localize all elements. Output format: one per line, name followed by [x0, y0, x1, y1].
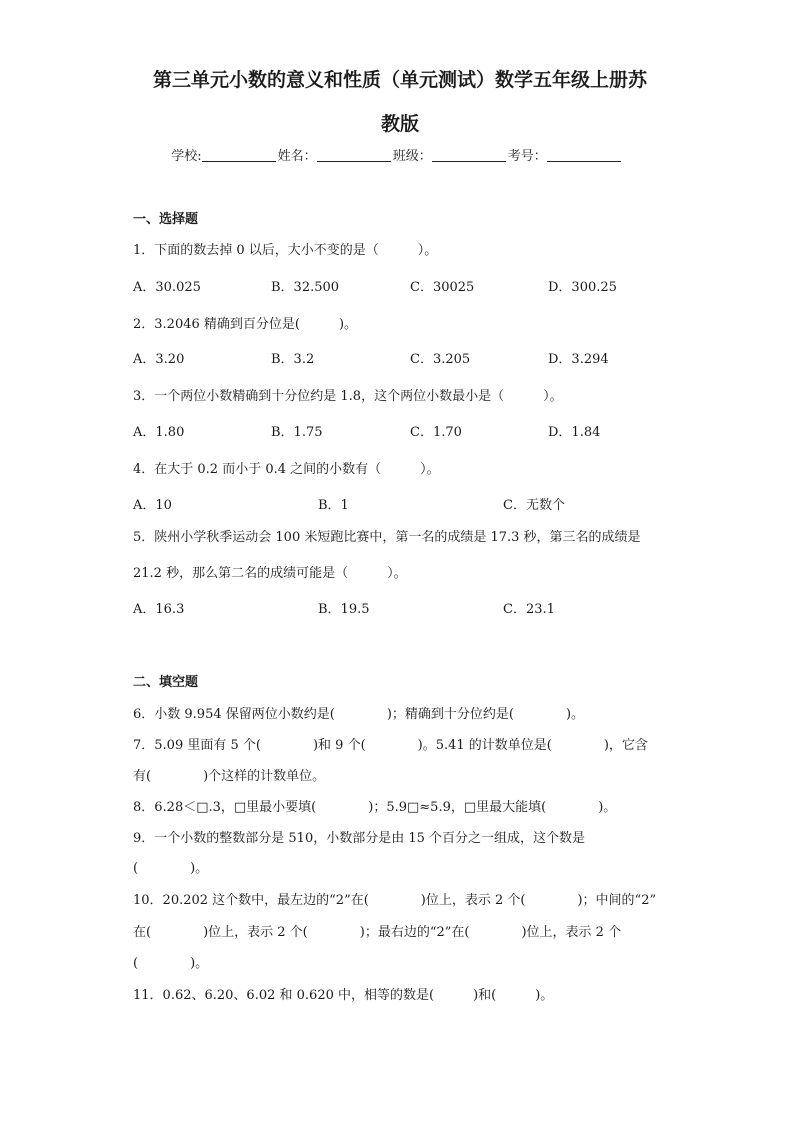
- question-11-line-1: 11．0.62、6.20、6.02 和 0.620 中，相等的数是( )和( )。: [133, 988, 554, 1003]
- name-blank[interactable]: [317, 149, 391, 162]
- question-8-line-1: 8．6.28＜□.3，□里最小要填( )；5.9□≈5.9，□里最大能填( )。: [133, 800, 617, 815]
- question-7-line-2: 有( )个这样的计数单位。: [133, 769, 326, 784]
- q3-option-d: D．1.84: [548, 425, 601, 440]
- document-title-line-1: 第三单元小数的意义和性质（单元测试）数学五年级上册苏: [152, 69, 647, 91]
- q2-option-d: D．3.294: [548, 352, 609, 367]
- question-9-line-1: 9．一个小数的整数部分是 510，小数部分是由 15 个百分之一组成，这个数是: [133, 831, 586, 846]
- document-title-line-2: 教版: [380, 113, 419, 135]
- school-blank[interactable]: [202, 149, 276, 162]
- name-label: 姓名：: [277, 149, 317, 164]
- question-10-line-3: ( )。: [133, 956, 209, 971]
- question-9-line-2: ( )。: [133, 861, 209, 876]
- q4-option-b: B．1: [318, 498, 349, 513]
- section-fill-heading: 二、填空题: [133, 675, 199, 690]
- q2-option-c: C．3.205: [410, 352, 471, 367]
- question-10-line-1: 10．20.202 这个数中，最左边的“2”在( )位上，表示 2 个( )；中间的“2”: [133, 893, 657, 908]
- q3-option-b: B．1.75: [271, 425, 323, 440]
- q5-option-a: A．16.3: [133, 602, 185, 617]
- q4-option-c: C．无数个: [503, 498, 565, 513]
- school-label: 学校:: [171, 149, 202, 164]
- question-5-line-2: 21.2 秒，那么第二名的成绩可能是（ ）。: [133, 566, 407, 581]
- q4-option-a: A．10: [133, 498, 172, 513]
- q1-option-d: D．300.25: [548, 280, 617, 295]
- question-2-stem: 2．3.2046 精确到百分位是( )。: [133, 317, 358, 332]
- question-6-line-1: 6．小数 9.954 保留两位小数约是( )；精确到十分位约是( )。: [133, 707, 585, 722]
- q5-option-c: C．23.1: [503, 602, 555, 617]
- number-label: 考号：: [507, 149, 547, 164]
- question-7-line-1: 7．5.09 里面有 5 个( )和 9 个( )。5.41 的计数单位是( )，它含: [133, 738, 648, 753]
- q3-option-c: C．1.70: [410, 425, 462, 440]
- q1-option-c: C．30025: [410, 280, 475, 295]
- section-choice-heading: 一、选择题: [133, 212, 199, 227]
- class-label: 班级：: [392, 149, 432, 164]
- q3-option-a: A．1.80: [133, 425, 185, 440]
- q2-option-b: B．3.2: [271, 352, 315, 367]
- question-5-line-1: 5．陕州小学秋季运动会 100 米短跑比赛中，第一名的成绩是 17.3 秒，第三名的成绩是: [133, 530, 641, 545]
- question-10-line-2: 在( )位上，表示 2 个( )；最右边的“2”在( )位上，表示 2 个: [133, 925, 622, 940]
- question-1-stem: 1．下面的数去掉 0 以后，大小不变的是（ ）。: [133, 243, 438, 258]
- question-4-stem: 4．在大于 0.2 而小于 0.4 之间的小数有（ ）。: [133, 462, 440, 477]
- student-info-row: [0, 145, 794, 164]
- class-blank[interactable]: [432, 149, 506, 162]
- q2-option-a: A．3.20: [133, 352, 185, 367]
- q5-option-b: B．19.5: [318, 602, 370, 617]
- question-3-stem: 3．一个两位小数精确到十分位约是 1.8，这个两位小数最小是（ ）。: [133, 389, 563, 404]
- number-blank[interactable]: [547, 149, 621, 162]
- q1-option-a: A．30.025: [133, 280, 201, 295]
- q1-option-b: B．32.500: [271, 280, 340, 295]
